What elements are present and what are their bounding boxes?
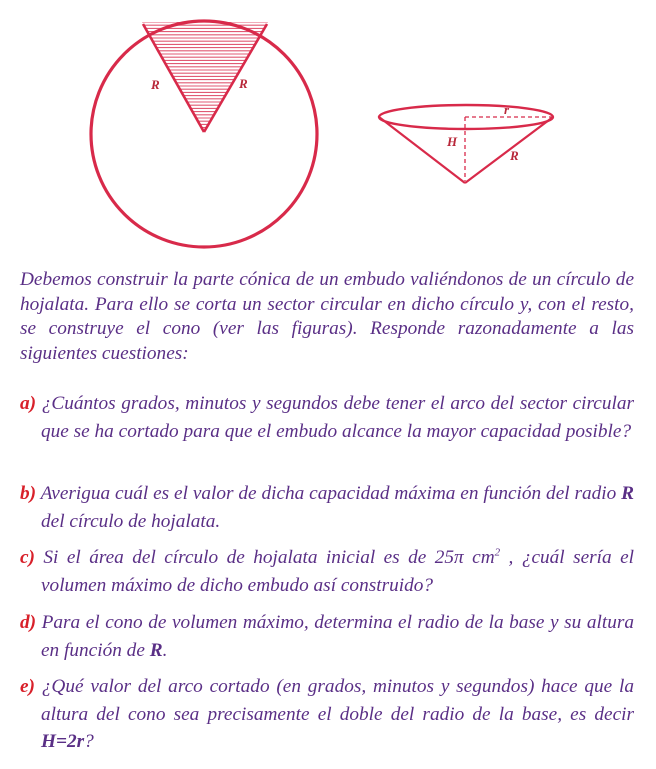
question-e-text-post: ? [84,731,94,752]
question-b [20,480,634,535]
question-a-label: a) [20,393,37,414]
tin-circle [91,21,317,247]
cone-figure [379,102,553,183]
cone-label-slant: R [510,148,519,163]
question-c [20,544,634,599]
question-a-text: ¿Cuántos grados, minutos y segundos debe tener el arco del sector circular que se ha cortado para que el embudo alcance la mayor capacidad posible? [36,393,634,442]
question-e [20,673,634,756]
question-b-text-post: del círculo de hojalata. [41,510,221,532]
intro-paragraph: Debemos construir la parte cónica de un embudo valiéndonos de un círculo de hojalata. Para ello se corta un sector circular en dicho círculo y, con el resto, se construye el cono (ver las figuras). Responde razonadamente a las siguientes cuestiones: [20,269,634,364]
question-b-text-pre: Averigua cuál es el valor de dicha capacidad máxima en función del radio [36,483,622,504]
sector-edge-right [204,24,267,132]
cone-label-h: H [447,134,458,149]
circle-label-left: R [151,77,160,92]
question-c-text-post: , ¿cuál sería el volumen máximo de dicho embudo así construido? [41,547,634,596]
figures [0,0,656,260]
question-d [20,609,634,664]
question-c-label: c) [20,547,35,568]
question-d-text-pre: Para el cono de volumen máximo, determina el radio de la base y su altura en función de [36,612,634,661]
question-e-bold: H=2r [41,731,85,752]
question-c-text-pre: Si el área del círculo de hojalata inicial es de 25π cm [34,547,495,568]
question-b-bold: R [621,483,634,504]
question-a [20,390,634,445]
question-d-bold: R [149,639,163,661]
cone-label-r: r [504,102,510,117]
question-d-label: d) [20,612,37,633]
circle-label-right: R [239,76,248,91]
question-d-text-post: . [162,639,168,661]
question-c-superscript: 2 [494,546,501,559]
question-b-label: b) [20,483,37,504]
question-e-text-pre: ¿Qué valor del arco cortado (en grados, minutos y segundos) hace que la altura del cono sea precisamente el doble del radio de la base, es decir [34,676,634,725]
question-e-label: e) [20,676,35,697]
